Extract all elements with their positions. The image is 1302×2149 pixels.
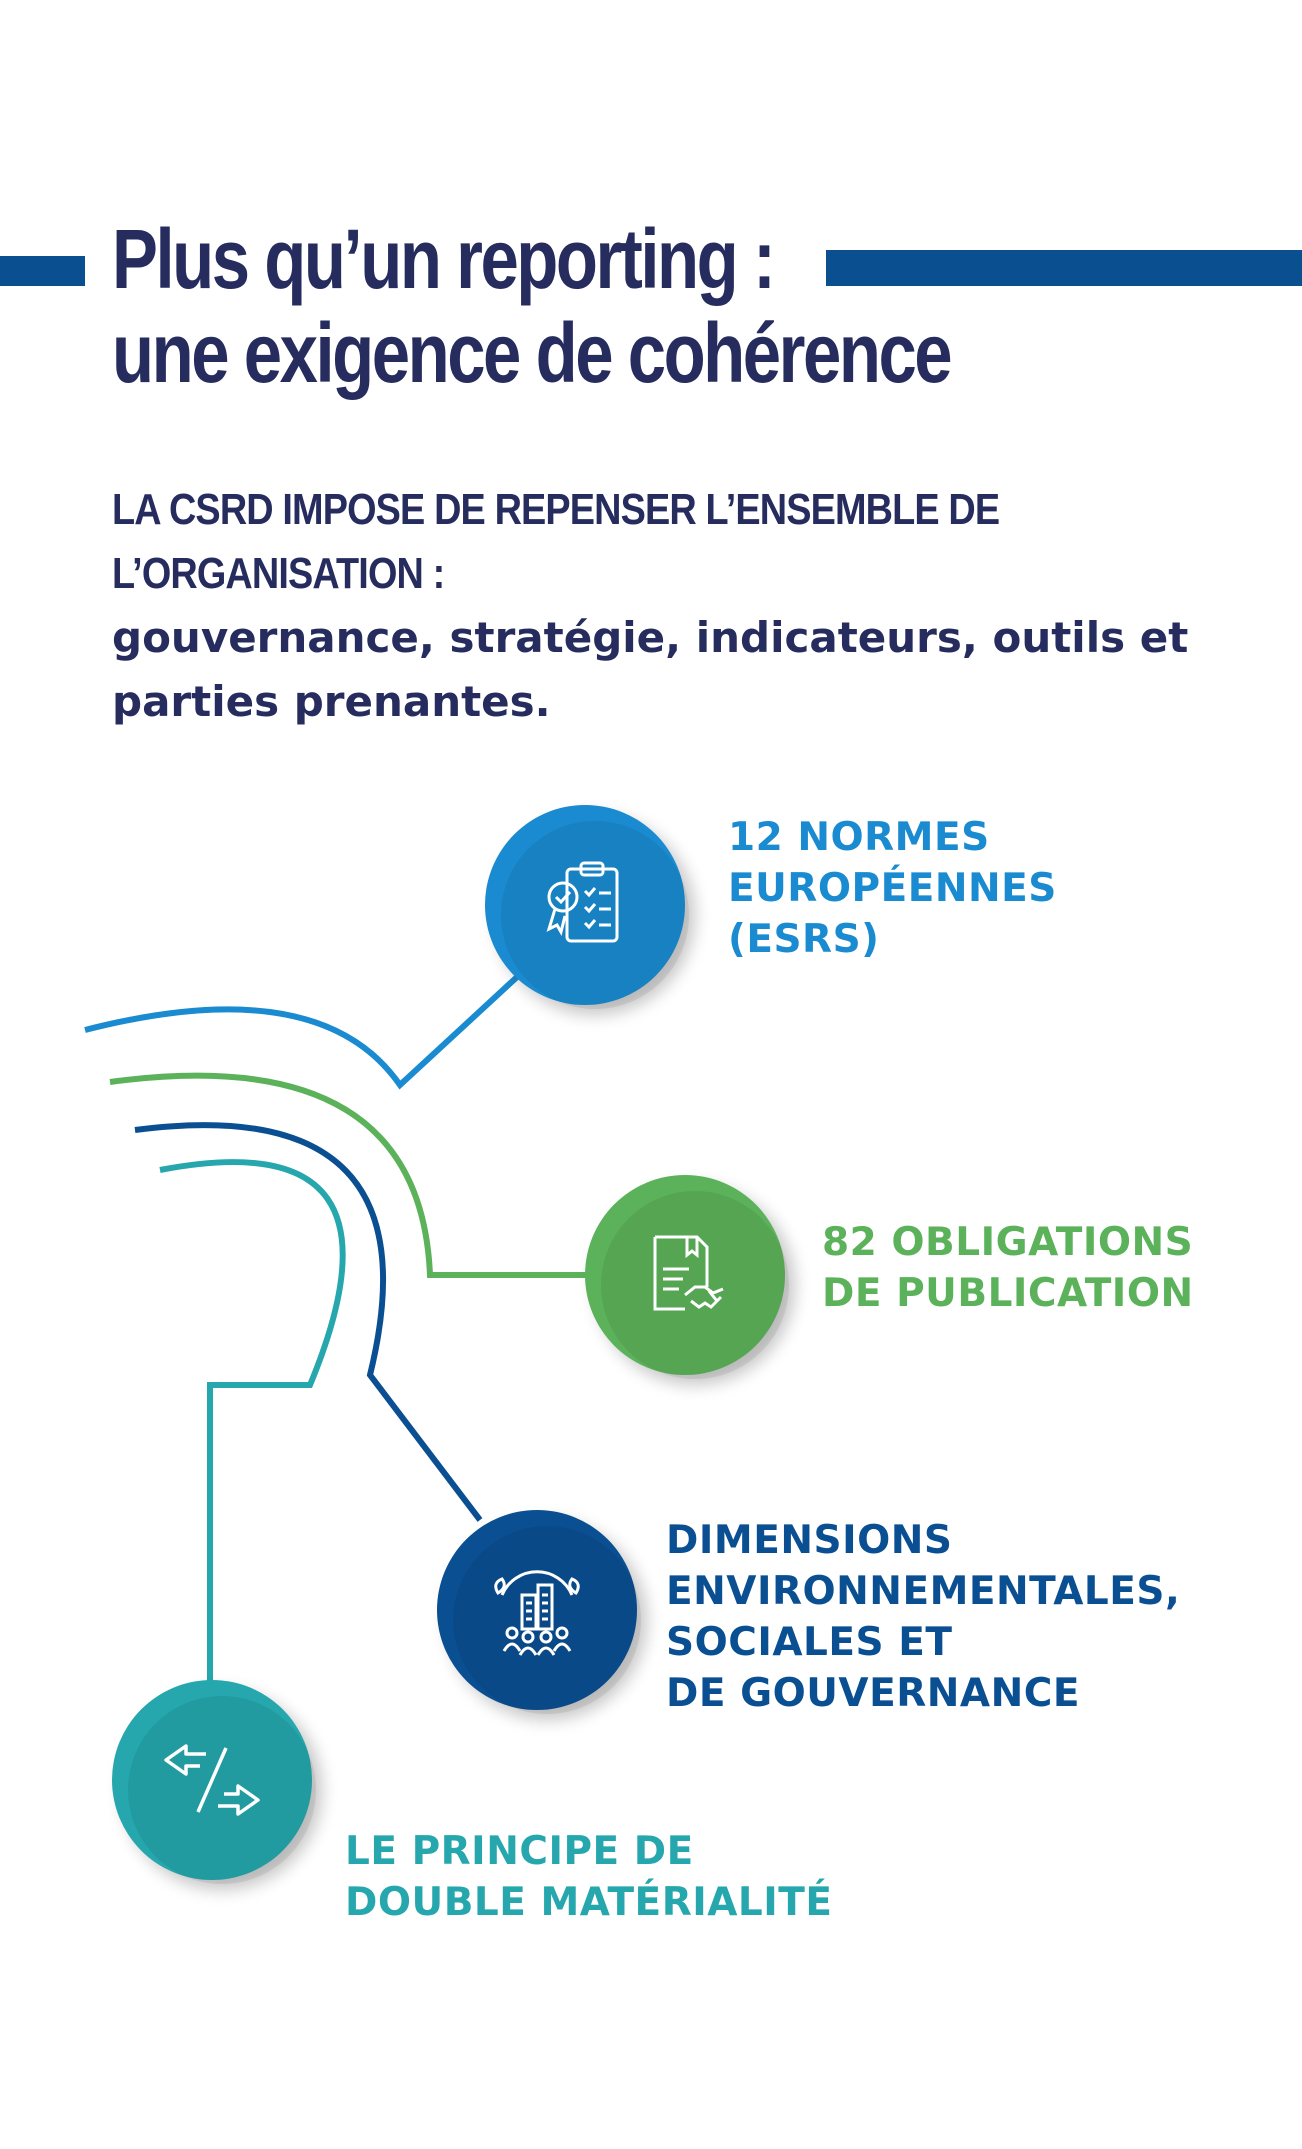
double-arrows-icon	[162, 1740, 262, 1820]
label-esrs: 12 NORMES EUROPÉENNES (ESRS)	[728, 815, 1057, 962]
arc-dark-blue	[135, 1125, 480, 1520]
label-publication: 82 OBLIGATIONS DE PUBLICATION	[822, 1220, 1194, 1316]
intro-caps: LA CSRD IMPOSE DE REPENSER L’ENSEMBLE DE L’ORGANISATION :	[112, 485, 1000, 598]
label-esg: DIMENSIONS ENVIRONNEMENTALES, SOCIALES ET DE GOUVERNANCE	[666, 1518, 1181, 1716]
arc-green	[110, 1076, 600, 1275]
page-title: Plus qu’un reporting : une exigence de cohérence	[112, 212, 951, 400]
intro-rest: gouvernance, stratégie, indicateurs, outils et parties prenantes.	[112, 613, 1189, 726]
arc-light-blue	[85, 965, 530, 1085]
certificate-checklist-icon	[535, 855, 635, 955]
circle-esg	[437, 1510, 637, 1710]
circle-publication	[585, 1175, 785, 1375]
arc-teal	[160, 1162, 343, 1690]
circle-esrs	[485, 805, 685, 1005]
city-people-nature-icon	[482, 1555, 592, 1665]
label-materiality: LE PRINCIPE DE DOUBLE MATÉRIALITÉ	[345, 1829, 833, 1925]
document-handshake-icon	[635, 1225, 735, 1325]
circle-materiality	[112, 1680, 312, 1880]
